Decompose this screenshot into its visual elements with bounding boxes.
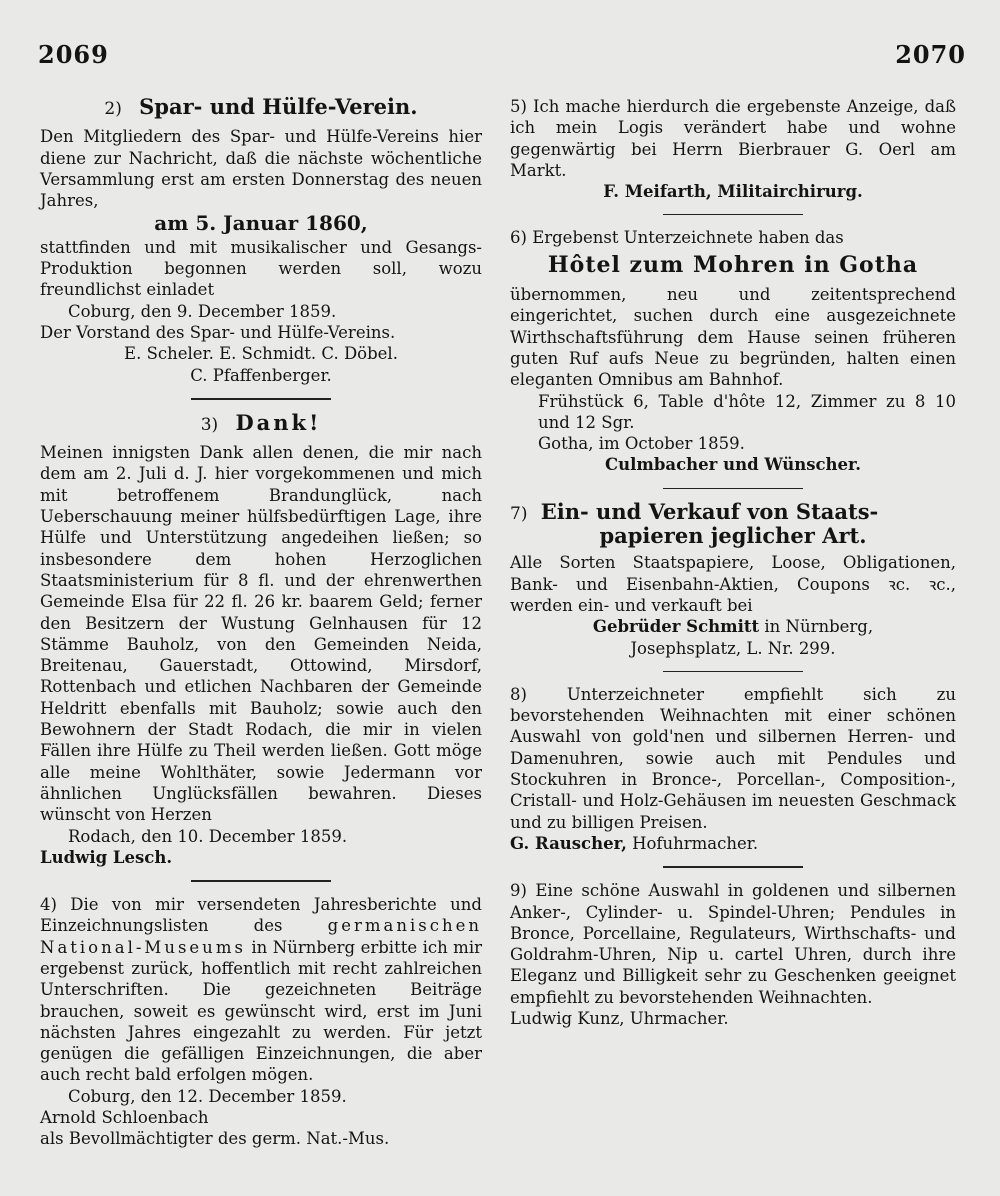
place-date: Coburg, den 9. December 1859. xyxy=(68,301,337,321)
notice-number: 2) xyxy=(104,99,122,119)
section-divider xyxy=(663,488,803,489)
board-line: Der Vorstand des Spar- und Hülfe-Vereins. xyxy=(40,322,396,342)
notice-body-continued: stattfinden und mit musikalischer und Gesangs-Produktion begonnen werden soll, wozu freundlichst einladet xyxy=(40,237,482,300)
notice-body-b: germanischen National-Museums xyxy=(40,916,482,957)
notice-8 xyxy=(510,684,956,854)
notice-title-line2: papieren jeglicher Art. xyxy=(599,523,867,549)
firm-line xyxy=(510,616,956,637)
notice-2 xyxy=(40,96,482,386)
notice-2-heading xyxy=(40,96,482,120)
page-number-right: 2070 xyxy=(895,40,966,69)
firm-name: Gebrüder Schmitt xyxy=(592,617,760,637)
notice-number: 8) xyxy=(510,684,527,704)
notice-title: Dank! xyxy=(235,409,322,435)
notice-body: Meinen innigsten Dank allen denen, die mir nach dem am 2. Juli d. J. hier vorgekommenen und mich mit betroffenem Brandunglück, nach Ueberschauung meiner hülfsbedürftigen Lage, ihre Hülfe und Unterstützung angedeihen ließen; so insbesondere dem hohen Herzoglichen Staatsministerium für 8 fl. und der ehrenwerthen Gemeinde Elsa für 22 fl. 26 kr. baarem Geld; ferner den Besitzern der Wustung Gelnhausen für 12 Stämme Bauholz, von den Gemeinden Neida, Breitenau, Gauerstadt, Ottowind, Mirsdorf, Rottenbach und etlichen Nachbaren der Gemeinde Heldritt ebenfalls mit Bauholz; sowie auch den Bewohnern der Stadt Rodach, die mir in vielen Fällen ihre Hülfe zu Theil werden ließen. Gott möge alle meine Wohlthäter, sowie Jedermann vor ähnlichen Unglücksfällen bewahren. Dieses wünscht von Herzen xyxy=(40,443,482,825)
notice-number: 4) xyxy=(40,895,57,915)
notice-7-title xyxy=(510,498,956,525)
notice-intro xyxy=(510,227,956,248)
board-names-2: C. Pfaffenberger. xyxy=(190,365,332,385)
signature: F. Meifarth, Militairchirurg. xyxy=(603,182,863,202)
section-divider xyxy=(191,880,331,882)
firm-place: in Nürnberg, xyxy=(759,617,874,637)
notice-intro-text: Ergebenst Unterzeichnete haben das xyxy=(532,228,844,248)
section-divider xyxy=(663,214,803,215)
signature: Ludwig Kunz, Uhrmacher. xyxy=(510,1008,729,1028)
notice-4 xyxy=(40,894,482,1150)
notice-body-text: Eine schöne Auswahl in goldenen und silbernen Anker-, Cylinder- u. Spindel-Uhren; Pendules in Bronce, Porcellaine, Regulateurs, Wirthschafts- und Goldrahm-Uhren, Nip u. cartel Uhren, durch ihre Eleganz und Billigkeit sehr zu Geschenken geeignet empfiehlt zu bevorstehenden Weihnachten. xyxy=(510,881,956,1007)
notice-title: Spar- und Hülfe-Verein. xyxy=(139,94,418,119)
signature-name: G. Rauscher, xyxy=(510,833,627,853)
signature: Ludwig Lesch. xyxy=(40,847,173,867)
notice-body-c: in Nürnberg erbitte ich mir ergebenst zurück, hoffentlich mit recht zahlreichen Unterschriften. Die gezeichneten Beiträge brauchen, soweit es gewünscht wird, erst im Juni nächsten Jahres eingezahlt zu werden. Für jetzt genügen die gefälligen Einzeichnungen, die aber auch recht bald erfolgen mögen. xyxy=(40,937,482,1085)
notice-number: 6) xyxy=(510,228,527,248)
notice-number: 7) xyxy=(510,503,528,524)
signature-role: als Bevollmächtigter des germ. Nat.-Mus. xyxy=(40,1129,390,1149)
notice-9 xyxy=(510,880,956,1029)
right-column xyxy=(510,96,956,1029)
notice-5 xyxy=(510,96,956,202)
notice-date-highlight: am 5. Januar 1860, xyxy=(154,211,368,236)
section-divider xyxy=(663,866,803,868)
notice-number: 3) xyxy=(200,414,219,435)
signature: Culmbacher und Wünscher. xyxy=(605,455,861,475)
notice-body xyxy=(40,894,482,1086)
signature xyxy=(510,833,956,854)
notice-3-heading xyxy=(40,409,482,436)
place-date: Coburg, den 12. December 1859. xyxy=(68,1086,347,1106)
notice-3 xyxy=(40,409,482,868)
notice-7 xyxy=(510,498,956,659)
place-date: Rodach, den 10. December 1859. xyxy=(68,826,348,846)
notice-body-a: Die von mir versendeten Jahresberichte und Einzeichnungslisten des xyxy=(40,895,482,936)
notice-body: Alle Sorten Staatspapiere, Loose, Obligationen, Bank- und Eisenbahn-Aktien, Coupons ꝛc. ꝛc., werden ein- und verkauft bei xyxy=(510,553,956,615)
notice-body-text: Unterzeichneter empfiehlt sich zu bevorstehenden Weihnachten mit einer schönen Auswahl von gold'nen und silbernen Herren- und Damenuhren, sowie auch mit Pendules und Stockuhren in Bronce-, Porcellan-, Composition-, Cristall- und Holz-Gehäusen im neuesten Geschmack und zu billigen Preisen. xyxy=(510,684,956,832)
notice-body xyxy=(510,880,956,1008)
notice-6 xyxy=(510,227,956,475)
notice-number: 5) xyxy=(510,97,527,116)
left-column xyxy=(40,96,482,1150)
notice-body xyxy=(510,684,956,833)
section-divider xyxy=(191,398,331,400)
notice-number: 9) xyxy=(510,881,527,901)
place-date: Gotha, im October 1859. xyxy=(538,434,745,454)
notice-title-line1: Ein- und Verkauf von Staats- xyxy=(540,498,879,524)
firm-address: Josephsplatz, L. Nr. 299. xyxy=(630,638,836,658)
board-names: E. Scheler. E. Schmidt. C. Döbel. xyxy=(124,344,398,364)
hotel-name: Hôtel zum Mohren in Gotha xyxy=(547,251,919,278)
notice-body xyxy=(510,96,956,181)
notice-body-text: Ich mache hierdurch die ergebenste Anzeige, daß ich mein Logis verändert habe und wohne gegenwärtig bei Herrn Bierbrauer G. Oerl am Markt. xyxy=(510,97,957,180)
prices: Frühstück 6, Table d'hôte 12, Zimmer zu 8 10 und 12 Sgr. xyxy=(538,391,956,432)
notice-body: Den Mitgliedern des Spar- und Hülfe-Vereins hier diene zur Nachricht, daß die nächste wöchentliche Versammlung erst am ersten Donnerstag des neuen Jahres, xyxy=(40,127,482,211)
signature: Arnold Schloenbach xyxy=(40,1108,209,1128)
signature-role: Hofuhrmacher. xyxy=(626,833,759,853)
notice-body: übernommen, neu und zeitentsprechend eingerichtet, suchen durch eine ausgezeichnete Wirthschaftsführung dem Hause seinen früheren guten Ruf aufs Neue zu begründen, halten einen eleganten Omnibus am Bahnhof. xyxy=(510,285,956,390)
section-divider xyxy=(663,671,803,672)
page-number-left: 2069 xyxy=(38,40,109,69)
